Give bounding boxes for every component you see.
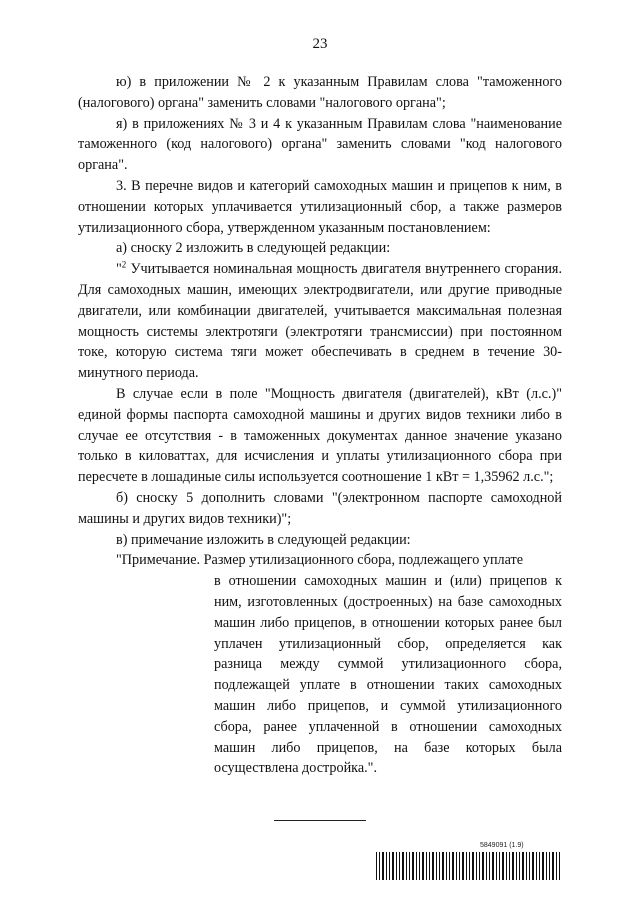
barcode-image bbox=[376, 852, 562, 880]
footnote-2-text bbox=[78, 259, 562, 384]
footnote-2-body: Учитывается номинальная мощность двигателя внутреннего сгорания. Для самоходных машин, имеющих электродвигатели, или другие приводные двигатели, или комбинации двигателей, учитывается максимальная полезная мощность системы электротяги (электротяги трансмиссии) при постоянном токе, которую система тяги может обеспечивать в среднем в течение 30-минутного периода. bbox=[78, 261, 562, 382]
document-code: 5849091 (1.9) bbox=[480, 842, 524, 849]
paragraph-yu: ю) в приложении № 2 к указанным Правилам слова "таможенного (налогового) органа" заменить словами "налогового органа"; bbox=[78, 74, 562, 111]
paragraph-b: б) сноску 5 дополнить словами "(электронном паспорте самоходной машины и других видов техники)"; bbox=[78, 489, 562, 527]
page-number: 23 bbox=[312, 36, 328, 52]
note-lead: "Примечание. Размер утилизационного сбора, подлежащего уплате bbox=[116, 552, 524, 569]
paragraph-a: а) сноску 2 изложить в следующей редакции: bbox=[116, 240, 391, 257]
paragraph-case: В случае если в поле "Мощность двигателя (двигателей), кВт (л.с.)" единой формы паспорта самоходной машины и других видов техники либо в случае ее отсутствия - в таможенных документах данное значение указано только в киловаттах, для исчисления и уплаты утилизационного сбора при пересчете в лошадиные силы используется соотношение 1 кВт = 1,35962 л.с."; bbox=[78, 385, 562, 486]
paragraph-item-3: 3. В перечне видов и категорий самоходных машин и прицепов к ним, в отношении которых уплачивается утилизационный сбор, а также размеров утилизационного сбора, утвержденном указанным постановлением: bbox=[78, 177, 562, 236]
note-continuation: в отношении самоходных машин и (или) прицепов к ним, изготовленных (достроенных) на базе самоходных машин либо прицепов, в отношении которых ранее был уплачен утилизационный сбор, определяется как разница между суммой утилизационного сбора, подлежащей уплате в отношении таких самоходных машин либо прицепов, и суммой утилизационного сбора, ранее уплаченной в отношении самоходных машин либо прицепов, на базе которых была осуществлена достройка.". bbox=[214, 573, 562, 777]
paragraph-ya: я) в приложениях № 3 и 4 к указанным Правилам слова "наименование таможенного (код налогового) органа" заменить словами "код налогового органа". bbox=[78, 115, 562, 174]
note-block bbox=[78, 550, 562, 779]
footnote-marker: 2 bbox=[121, 259, 127, 270]
open-quote: " bbox=[116, 261, 122, 278]
footer-divider bbox=[274, 820, 366, 821]
document-body bbox=[78, 72, 562, 779]
paragraph-v: в) примечание изложить в следующей редакции: bbox=[116, 531, 411, 548]
